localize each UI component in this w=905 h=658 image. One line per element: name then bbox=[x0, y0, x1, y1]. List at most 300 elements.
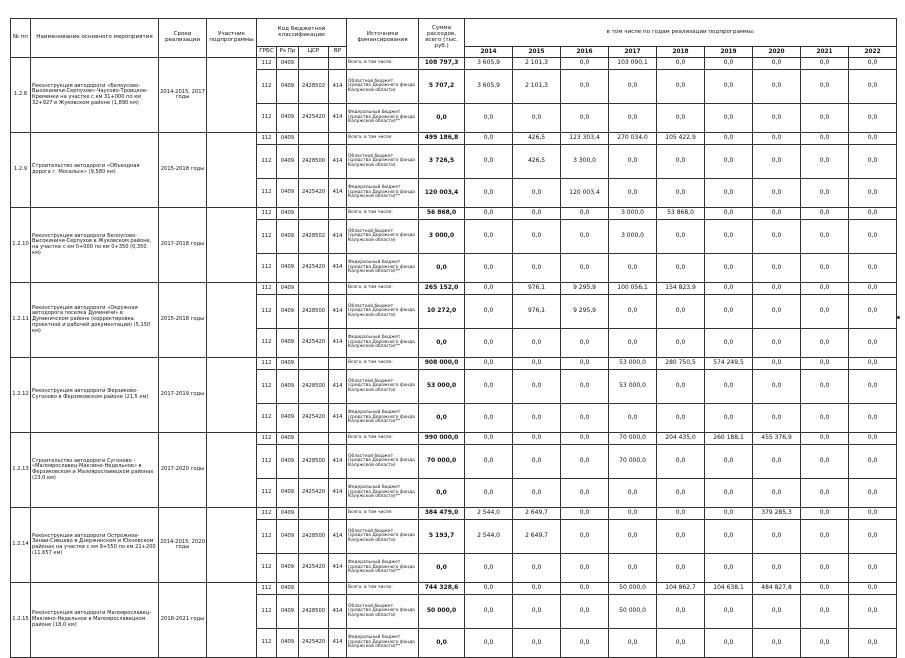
year-value-cell: 0,0 bbox=[609, 295, 657, 329]
year-value-cell: 0,0 bbox=[513, 104, 561, 133]
year-value-cell: 0,0 bbox=[753, 179, 801, 208]
budget-code-cell: 414 bbox=[329, 295, 347, 329]
year-value-cell: 0,0 bbox=[705, 554, 753, 583]
year-value-cell: 0,0 bbox=[849, 520, 897, 554]
subprogram-table bbox=[10, 18, 897, 658]
col-num-header: № пп bbox=[11, 19, 31, 58]
year-value-cell: 0,0 bbox=[465, 595, 513, 629]
year-value-cell: 0,0 bbox=[801, 208, 849, 220]
year-value-cell: 0,0 bbox=[657, 145, 705, 179]
year-value-cell: 426,5 bbox=[513, 145, 561, 179]
source-cell: Всего, в том числе: bbox=[347, 208, 419, 220]
budget-code-cell: 112 bbox=[257, 179, 277, 208]
budget-code-cell: 112 bbox=[257, 283, 277, 295]
budget-code-cell: 2428502 bbox=[299, 70, 329, 104]
source-cell: Всего, в том числе: bbox=[347, 508, 419, 520]
year-value-cell: 2 544,0 bbox=[465, 520, 513, 554]
year-value-cell: 0,0 bbox=[561, 70, 609, 104]
source-cell: Всего, в том числе: bbox=[347, 283, 419, 295]
code-header: ВР bbox=[329, 47, 347, 58]
year-value-cell: 976,1 bbox=[513, 295, 561, 329]
year-value-cell: 0,0 bbox=[513, 629, 561, 658]
budget-code-cell: 0409 bbox=[277, 70, 299, 104]
year-value-cell: 0,0 bbox=[657, 220, 705, 254]
total-cell: 3 000,0 bbox=[419, 220, 465, 254]
year-value-cell: 0,0 bbox=[705, 370, 753, 404]
year-value-cell: 0,0 bbox=[609, 479, 657, 508]
year-value-cell: 0,0 bbox=[705, 283, 753, 295]
year-value-cell: 0,0 bbox=[849, 145, 897, 179]
budget-code-cell: 112 bbox=[257, 554, 277, 583]
event-name: Реконструкция автодороги Белоусово-Высокиничи-Серпухов в Жуковском районе, на участке с км 0+000 по км 0+350 (0,350 км) bbox=[31, 208, 159, 283]
year-value-cell: 0,0 bbox=[465, 370, 513, 404]
event-period: 2015-2018 годы bbox=[159, 283, 207, 358]
year-value-cell: 0,0 bbox=[801, 520, 849, 554]
event-period: 2017-2019 годы bbox=[159, 358, 207, 433]
year-value-cell: 0,0 bbox=[561, 329, 609, 358]
source-cell: Федеральный бюджет (средства Дорожного фонда Калужской области)** bbox=[347, 479, 419, 508]
event-name: Реконструкция автодороги Малоярославец-Маклино-Недельное в Малоярославецком районе (18,0 км) bbox=[31, 583, 159, 658]
year-value-cell: 0,0 bbox=[849, 295, 897, 329]
event-participant bbox=[207, 283, 257, 358]
col-period-header: Сроки реализации bbox=[159, 19, 207, 58]
budget-code-cell: 112 bbox=[257, 104, 277, 133]
year-header: 2021 bbox=[801, 47, 849, 58]
year-value-cell: 0,0 bbox=[465, 208, 513, 220]
year-value-cell: 0,0 bbox=[801, 133, 849, 145]
year-value-cell: 0,0 bbox=[561, 254, 609, 283]
budget-code-cell: 414 bbox=[329, 254, 347, 283]
total-cell: 908 000,0 bbox=[419, 358, 465, 370]
budget-code-cell: 2425420 bbox=[299, 629, 329, 658]
year-value-cell: 0,0 bbox=[657, 595, 705, 629]
table-header bbox=[11, 19, 897, 58]
year-value-cell: 0,0 bbox=[465, 404, 513, 433]
year-value-cell: 0,0 bbox=[753, 445, 801, 479]
budget-code-cell bbox=[329, 133, 347, 145]
year-value-cell: 0,0 bbox=[513, 445, 561, 479]
total-cell: 5 193,7 bbox=[419, 520, 465, 554]
total-cell: 50 000,0 bbox=[419, 595, 465, 629]
year-value-cell: 0,0 bbox=[657, 58, 705, 70]
source-cell: Федеральный бюджет (средства Дорожного фонда Калужской области)** bbox=[347, 629, 419, 658]
budget-code-cell: 0409 bbox=[277, 145, 299, 179]
year-value-cell: 0,0 bbox=[513, 479, 561, 508]
event-participant bbox=[207, 208, 257, 283]
budget-code-cell: 2425420 bbox=[299, 329, 329, 358]
budget-code-cell: 414 bbox=[329, 370, 347, 404]
event-participant bbox=[207, 583, 257, 658]
year-value-cell: 105 422,9 bbox=[657, 133, 705, 145]
budget-code-cell: 2425420 bbox=[299, 554, 329, 583]
year-value-cell: 0,0 bbox=[753, 479, 801, 508]
event-period: 2017-2018 годы bbox=[159, 208, 207, 283]
budget-code-cell: 112 bbox=[257, 520, 277, 554]
event-period: 2015-2018 годы bbox=[159, 133, 207, 208]
budget-code-cell: 0409 bbox=[277, 104, 299, 133]
year-value-cell: 0,0 bbox=[465, 133, 513, 145]
col-source-header: Источники финансирования bbox=[347, 19, 419, 58]
year-value-cell: 0,0 bbox=[465, 554, 513, 583]
budget-code-cell: 0409 bbox=[277, 179, 299, 208]
budget-code-cell: 2428500 bbox=[299, 595, 329, 629]
year-value-cell: 0,0 bbox=[561, 433, 609, 445]
year-value-cell: 0,0 bbox=[753, 595, 801, 629]
year-value-cell: 2 649,7 bbox=[513, 508, 561, 520]
source-cell: Областной бюджет (средства Дорожного фонда Калужской области) bbox=[347, 595, 419, 629]
year-value-cell: 0,0 bbox=[705, 104, 753, 133]
year-value-cell: 0,0 bbox=[465, 358, 513, 370]
year-value-cell: 0,0 bbox=[465, 629, 513, 658]
budget-code-cell: 112 bbox=[257, 145, 277, 179]
year-value-cell: 0,0 bbox=[801, 433, 849, 445]
year-value-cell: 50 000,0 bbox=[609, 583, 657, 595]
total-cell: 120 003,4 bbox=[419, 179, 465, 208]
year-value-cell: 0,0 bbox=[465, 179, 513, 208]
year-value-cell: 0,0 bbox=[801, 254, 849, 283]
event-period: 2014-2015, 2020 годы bbox=[159, 508, 207, 583]
budget-code-cell: 0409 bbox=[277, 508, 299, 520]
year-value-cell: 3 300,0 bbox=[561, 145, 609, 179]
year-value-cell: 0,0 bbox=[705, 220, 753, 254]
budget-code-cell: 2425420 bbox=[299, 104, 329, 133]
source-cell: Федеральный бюджет (средства Дорожного фонда Калужской области)** bbox=[347, 104, 419, 133]
year-value-cell: 0,0 bbox=[513, 208, 561, 220]
budget-code-cell: 414 bbox=[329, 220, 347, 254]
year-header: 2017 bbox=[609, 47, 657, 58]
year-value-cell: 0,0 bbox=[561, 508, 609, 520]
year-value-cell: 0,0 bbox=[849, 404, 897, 433]
year-value-cell: 0,0 bbox=[657, 629, 705, 658]
budget-code-cell: 2428500 bbox=[299, 370, 329, 404]
year-value-cell: 0,0 bbox=[753, 370, 801, 404]
year-value-cell: 0,0 bbox=[849, 329, 897, 358]
year-value-cell: 0,0 bbox=[705, 595, 753, 629]
year-value-cell: 0,0 bbox=[801, 358, 849, 370]
event-participant bbox=[207, 433, 257, 508]
budget-code-cell: 414 bbox=[329, 554, 347, 583]
year-value-cell: 70 000,0 bbox=[609, 445, 657, 479]
table-row bbox=[11, 283, 897, 295]
year-header: 2019 bbox=[705, 47, 753, 58]
year-value-cell: 0,0 bbox=[801, 479, 849, 508]
year-value-cell: 0,0 bbox=[849, 179, 897, 208]
year-value-cell: 0,0 bbox=[753, 554, 801, 583]
year-value-cell: 426,5 bbox=[513, 133, 561, 145]
budget-code-cell: 0409 bbox=[277, 254, 299, 283]
budget-code-cell: 112 bbox=[257, 445, 277, 479]
code-header: ГРБС bbox=[257, 47, 277, 58]
total-cell: 10 272,0 bbox=[419, 295, 465, 329]
year-value-cell: 9 295,9 bbox=[561, 283, 609, 295]
year-value-cell: 0,0 bbox=[801, 295, 849, 329]
budget-code-cell: 112 bbox=[257, 133, 277, 145]
year-value-cell: 0,0 bbox=[561, 629, 609, 658]
budget-code-cell: 0409 bbox=[277, 370, 299, 404]
scan-dot bbox=[897, 316, 900, 319]
year-value-cell: 0,0 bbox=[609, 179, 657, 208]
year-value-cell: 104 638,1 bbox=[705, 583, 753, 595]
event-period: 2017-2020 годы bbox=[159, 433, 207, 508]
budget-code-cell: 112 bbox=[257, 295, 277, 329]
year-value-cell: 0,0 bbox=[561, 583, 609, 595]
year-value-cell: 0,0 bbox=[657, 554, 705, 583]
budget-code-cell bbox=[329, 508, 347, 520]
budget-code-cell: 0409 bbox=[277, 58, 299, 70]
budget-code-cell: 414 bbox=[329, 629, 347, 658]
year-value-cell: 103 090,1 bbox=[609, 58, 657, 70]
budget-code-cell: 0409 bbox=[277, 479, 299, 508]
budget-code-cell: 0409 bbox=[277, 133, 299, 145]
year-value-cell: 123 303,4 bbox=[561, 133, 609, 145]
event-participant bbox=[207, 358, 257, 433]
year-value-cell: 0,0 bbox=[753, 283, 801, 295]
col-total-header: Сумма расходов, всего (тыс. руб.) bbox=[419, 19, 465, 58]
year-value-cell: 0,0 bbox=[753, 520, 801, 554]
table-row bbox=[11, 583, 897, 595]
row-number: 1.2.13 bbox=[11, 433, 31, 508]
year-value-cell: 0,0 bbox=[753, 104, 801, 133]
year-value-cell: 0,0 bbox=[705, 179, 753, 208]
event-period: 2018-2021 годы bbox=[159, 583, 207, 658]
total-cell: 499 186,8 bbox=[419, 133, 465, 145]
table-body bbox=[11, 58, 897, 658]
year-value-cell: 204 435,0 bbox=[657, 433, 705, 445]
total-cell: 0,0 bbox=[419, 404, 465, 433]
year-value-cell: 0,0 bbox=[801, 445, 849, 479]
row-number: 1.2.10 bbox=[11, 208, 31, 283]
year-value-cell: 0,0 bbox=[801, 145, 849, 179]
budget-code-cell bbox=[329, 283, 347, 295]
code-header: Рз Пр bbox=[277, 47, 299, 58]
total-cell: 265 152,0 bbox=[419, 283, 465, 295]
col-name-header: Наименование основного мероприятия bbox=[31, 19, 159, 58]
row-number: 1.2.15 bbox=[11, 583, 31, 658]
year-value-cell: 0,0 bbox=[705, 70, 753, 104]
budget-code-cell: 0409 bbox=[277, 433, 299, 445]
budget-code-cell: 414 bbox=[329, 595, 347, 629]
year-value-cell: 0,0 bbox=[705, 254, 753, 283]
year-value-cell: 0,0 bbox=[801, 508, 849, 520]
year-header: 2022 bbox=[849, 47, 897, 58]
source-cell: Областной бюджет (средства Дорожного фонда Калужской области) bbox=[347, 295, 419, 329]
year-value-cell: 0,0 bbox=[513, 370, 561, 404]
source-cell: Областной бюджет (средства Дорожного фонда Калужской области) bbox=[347, 70, 419, 104]
year-value-cell: 0,0 bbox=[849, 629, 897, 658]
year-value-cell: 0,0 bbox=[705, 508, 753, 520]
year-value-cell: 0,0 bbox=[561, 104, 609, 133]
year-value-cell: 0,0 bbox=[513, 179, 561, 208]
year-value-cell: 0,0 bbox=[609, 145, 657, 179]
year-value-cell: 0,0 bbox=[657, 479, 705, 508]
source-cell: Федеральный бюджет (средства Дорожного фонда Калужской области)** bbox=[347, 254, 419, 283]
year-value-cell: 100 056,1 bbox=[609, 283, 657, 295]
year-value-cell: 0,0 bbox=[657, 295, 705, 329]
budget-code-cell: 112 bbox=[257, 358, 277, 370]
year-value-cell: 0,0 bbox=[801, 554, 849, 583]
year-value-cell: 0,0 bbox=[849, 445, 897, 479]
event-name: Реконструкция автодороги Ферзиково-Сугоново в Ферзиковском районе (21,5 км) bbox=[31, 358, 159, 433]
source-cell: Федеральный бюджет (средства Дорожного фонда Калужской области)** bbox=[347, 404, 419, 433]
year-value-cell: 0,0 bbox=[561, 358, 609, 370]
budget-code-cell: 414 bbox=[329, 329, 347, 358]
budget-code-cell: 2428500 bbox=[299, 145, 329, 179]
year-value-cell: 0,0 bbox=[801, 595, 849, 629]
event-name: Строительство автодороги Сугоново - «Малоярославец-Маклино-Недельное» в Ферзиковском и Малоярославецком районах (23,0 км) bbox=[31, 433, 159, 508]
year-value-cell: 3 000,0 bbox=[609, 220, 657, 254]
year-value-cell: 0,0 bbox=[561, 208, 609, 220]
row-number: 1.2.8 bbox=[11, 58, 31, 133]
budget-code-cell: 112 bbox=[257, 479, 277, 508]
table-row bbox=[11, 133, 897, 145]
year-value-cell: 0,0 bbox=[753, 329, 801, 358]
budget-code-cell: 112 bbox=[257, 433, 277, 445]
budget-code-cell: 414 bbox=[329, 520, 347, 554]
year-value-cell: 0,0 bbox=[561, 370, 609, 404]
year-value-cell: 0,0 bbox=[465, 433, 513, 445]
year-value-cell: 379 285,3 bbox=[753, 508, 801, 520]
year-value-cell: 2 649,7 bbox=[513, 520, 561, 554]
budget-code-cell: 2425420 bbox=[299, 254, 329, 283]
budget-code-cell: 414 bbox=[329, 104, 347, 133]
source-cell: Федеральный бюджет (средства Дорожного фонда Калужской области)** bbox=[347, 329, 419, 358]
year-value-cell: 70 000,0 bbox=[609, 433, 657, 445]
budget-code-cell: 112 bbox=[257, 329, 277, 358]
year-value-cell: 0,0 bbox=[561, 595, 609, 629]
year-value-cell: 0,0 bbox=[753, 629, 801, 658]
budget-code-cell: 112 bbox=[257, 208, 277, 220]
event-participant bbox=[207, 133, 257, 208]
year-value-cell: 0,0 bbox=[465, 104, 513, 133]
year-value-cell: 3 000,0 bbox=[609, 208, 657, 220]
year-value-cell: 2 544,0 bbox=[465, 508, 513, 520]
budget-code-cell: 0409 bbox=[277, 520, 299, 554]
year-value-cell: 0,0 bbox=[705, 58, 753, 70]
year-value-cell: 0,0 bbox=[657, 329, 705, 358]
year-value-cell: 0,0 bbox=[513, 554, 561, 583]
budget-code-cell: 414 bbox=[329, 479, 347, 508]
year-value-cell: 0,0 bbox=[753, 295, 801, 329]
table-row bbox=[11, 58, 897, 70]
total-cell: 0,0 bbox=[419, 554, 465, 583]
year-value-cell: 0,0 bbox=[753, 254, 801, 283]
source-cell: Федеральный бюджет (средства Дорожного фонда Калужской области)** bbox=[347, 179, 419, 208]
table-row bbox=[11, 433, 897, 445]
year-value-cell: 0,0 bbox=[801, 629, 849, 658]
year-value-cell: 2 101,3 bbox=[513, 58, 561, 70]
year-value-cell: 0,0 bbox=[849, 433, 897, 445]
year-value-cell: 0,0 bbox=[801, 404, 849, 433]
year-value-cell: 455 376,9 bbox=[753, 433, 801, 445]
budget-code-cell: 414 bbox=[329, 145, 347, 179]
table-row bbox=[11, 508, 897, 520]
budget-code-cell: 0409 bbox=[277, 404, 299, 433]
event-participant bbox=[207, 58, 257, 133]
year-value-cell: 0,0 bbox=[849, 370, 897, 404]
budget-code-cell bbox=[299, 583, 329, 595]
year-header: 2018 bbox=[657, 47, 705, 58]
budget-code-cell: 414 bbox=[329, 70, 347, 104]
budget-code-cell: 112 bbox=[257, 508, 277, 520]
year-value-cell: 0,0 bbox=[801, 583, 849, 595]
year-value-cell: 0,0 bbox=[705, 145, 753, 179]
year-value-cell: 280 750,5 bbox=[657, 358, 705, 370]
budget-code-cell: 112 bbox=[257, 70, 277, 104]
budget-code-cell bbox=[329, 583, 347, 595]
year-value-cell: 0,0 bbox=[465, 220, 513, 254]
year-value-cell: 0,0 bbox=[801, 370, 849, 404]
row-number: 1.2.14 bbox=[11, 508, 31, 583]
year-value-cell: 53 000,0 bbox=[609, 370, 657, 404]
year-value-cell: 0,0 bbox=[657, 445, 705, 479]
budget-code-cell: 112 bbox=[257, 220, 277, 254]
year-value-cell: 3 605,9 bbox=[465, 70, 513, 104]
year-value-cell: 104 862,7 bbox=[657, 583, 705, 595]
year-header: 2020 bbox=[753, 47, 801, 58]
year-value-cell: 0,0 bbox=[513, 358, 561, 370]
year-value-cell: 0,0 bbox=[513, 254, 561, 283]
event-period: 2014-2015, 2017 годы bbox=[159, 58, 207, 133]
year-value-cell: 0,0 bbox=[801, 220, 849, 254]
year-value-cell: 0,0 bbox=[465, 295, 513, 329]
budget-code-cell: 0409 bbox=[277, 583, 299, 595]
budget-code-cell: 112 bbox=[257, 595, 277, 629]
document-page bbox=[10, 18, 898, 650]
year-value-cell: 0,0 bbox=[849, 133, 897, 145]
budget-code-cell: 2428500 bbox=[299, 445, 329, 479]
year-value-cell: 0,0 bbox=[513, 433, 561, 445]
year-value-cell: 0,0 bbox=[849, 595, 897, 629]
budget-code-cell: 2428502 bbox=[299, 220, 329, 254]
total-cell: 108 797,3 bbox=[419, 58, 465, 70]
budget-code-cell bbox=[299, 508, 329, 520]
source-cell: Областной бюджет (средства Дорожного фонда Калужской области) bbox=[347, 370, 419, 404]
budget-code-cell: 0409 bbox=[277, 358, 299, 370]
year-header: 2016 bbox=[561, 47, 609, 58]
year-value-cell: 0,0 bbox=[801, 70, 849, 104]
year-value-cell: 0,0 bbox=[849, 220, 897, 254]
source-cell: Федеральный бюджет (средства Дорожного фонда Калужской области)** bbox=[347, 554, 419, 583]
source-cell: Всего, в том числе: bbox=[347, 358, 419, 370]
year-value-cell: 0,0 bbox=[801, 58, 849, 70]
total-cell: 3 726,5 bbox=[419, 145, 465, 179]
budget-code-cell: 2425420 bbox=[299, 404, 329, 433]
year-value-cell: 0,0 bbox=[753, 208, 801, 220]
budget-code-cell: 414 bbox=[329, 445, 347, 479]
col-budget-code-header: Код бюджетной классификации bbox=[257, 19, 347, 47]
year-value-cell: 0,0 bbox=[849, 283, 897, 295]
year-value-cell: 0,0 bbox=[465, 283, 513, 295]
year-value-cell: 0,0 bbox=[801, 283, 849, 295]
year-value-cell: 3 605,9 bbox=[465, 58, 513, 70]
year-value-cell: 0,0 bbox=[849, 479, 897, 508]
year-value-cell: 53 868,0 bbox=[657, 208, 705, 220]
budget-code-cell: 0409 bbox=[277, 329, 299, 358]
total-cell: 384 479,0 bbox=[419, 508, 465, 520]
year-value-cell: 0,0 bbox=[801, 329, 849, 358]
year-value-cell: 0,0 bbox=[753, 145, 801, 179]
year-value-cell: 0,0 bbox=[849, 104, 897, 133]
budget-code-cell: 112 bbox=[257, 370, 277, 404]
budget-code-cell: 0409 bbox=[277, 445, 299, 479]
year-value-cell: 0,0 bbox=[561, 479, 609, 508]
table-row bbox=[11, 208, 897, 220]
source-cell: Всего, в том числе: bbox=[347, 133, 419, 145]
total-cell: 5 707,2 bbox=[419, 70, 465, 104]
total-cell: 0,0 bbox=[419, 629, 465, 658]
source-cell: Областной бюджет (средства Дорожного фонда Калужской области) bbox=[347, 520, 419, 554]
year-value-cell: 0,0 bbox=[465, 445, 513, 479]
